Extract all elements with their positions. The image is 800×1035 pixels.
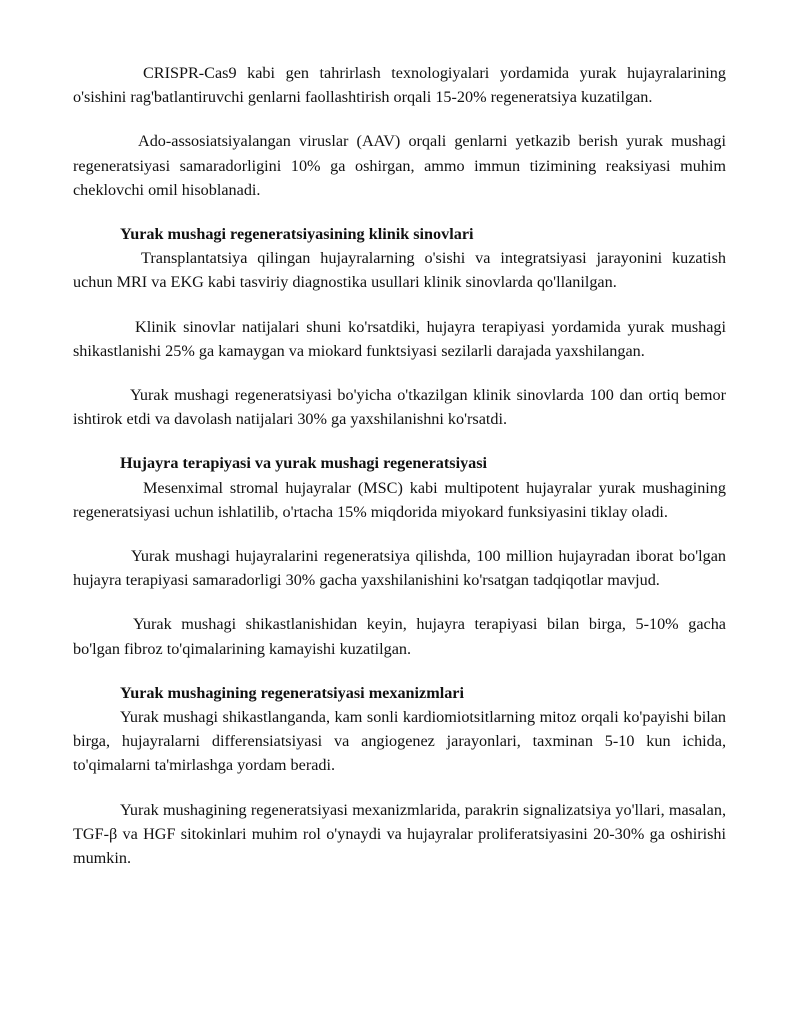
section-heading-clinical-trials: Yurak mushagi regeneratsiyasining klinik sinovlari: [120, 225, 474, 244]
paragraph-transplantation: Transplantatsiya qilingan hujayralarning o'sishi va integratsiyasi jarayonini kuzatish uchun MRI va EKG kabi tasviriy diagnostika usullari klinik sinovlarda qo'llanilgan.: [73, 249, 726, 292]
paragraph-clinical-results: Klinik sinovlar natijalari shuni ko'rsatdiki, hujayra terapiyasi yordamida yurak mushagi shikastlanishi 25% ga kamaygan va miokard funktsiyasi sezilarli darajada yaxshilangan.: [73, 317, 726, 360]
paragraph-paracrine: Yurak mushagining regeneratsiyasi mexanizmlarida, parakrin signalizatsiya yo'llari, masalan, TGF-β va HGF sitokinlari muhim rol o'ynaydi va hujayralar proliferatsiyasini 20-30% ga oshirishi mumkin.: [73, 800, 726, 868]
paragraph-crispr: CRISPR-Cas9 kabi gen tahrirlash texnologiyalari yordamida yurak hujayralarining o'sishini rag'batlantiruvchi genlarni faollashtirish orqali 15-20% regeneratsiya kuzatilgan.: [73, 64, 726, 107]
paragraph-mitosis: Yurak mushagi shikastlanganda, kam sonli kardiomiotsitlarning mitoz orqali ko'payishi bilan birga, hujayralarni differensiatsiyasi va angiogenez jarayonlari, taxminan 5-10 kun ichida, to'qimalarni ta'mirlashga yordam beradi.: [73, 708, 726, 775]
paragraph-fibrosis: Yurak mushagi shikastlanishidan keyin, hujayra terapiyasi bilan birga, 5-10% gacha bo'lgan fibroz to'qimalarining kamayishi kuzatilgan.: [73, 615, 726, 658]
paragraph-aav: Ado-assosiatsiyalangan viruslar (AAV) orqali genlarni yetkazib berish yurak mushagi regeneratsiyasi samaradorligini 10% ga oshirgan, ammo immun tizimining reaksiyasi muhim cheklovchi omil hisoblanadi.: [73, 132, 726, 199]
section-heading-mechanisms: Yurak mushagining regeneratsiyasi mexanizmlari: [120, 683, 464, 702]
document-page: [73, 61, 726, 870]
paragraph-patients: Yurak mushagi regeneratsiyasi bo'yicha o'tkazilgan klinik sinovlarda 100 dan ortiq bemor ishtirok etdi va davolash natijalari 30% ga yaxshilanishni ko'rsatdi.: [73, 386, 726, 429]
section-heading-cell-therapy: Hujayra terapiyasi va yurak mushagi regeneratsiyasi: [120, 454, 488, 473]
paragraph-100-million: Yurak mushagi hujayralarini regeneratsiya qilishda, 100 million hujayradan iborat bo'lgan hujayra terapiyasi samaradorligi 30% gacha yaxshilanishini ko'rsatgan tadqiqotlar mavjud.: [73, 547, 726, 590]
paragraph-msc: Mesenximal stromal hujayralar (MSC) kabi multipotent hujayralar yurak mushagining regeneratsiyasi uchun ishlatilib, o'rtacha 15% miqdorida miyokard funksiyasini tiklay oladi.: [73, 478, 726, 521]
